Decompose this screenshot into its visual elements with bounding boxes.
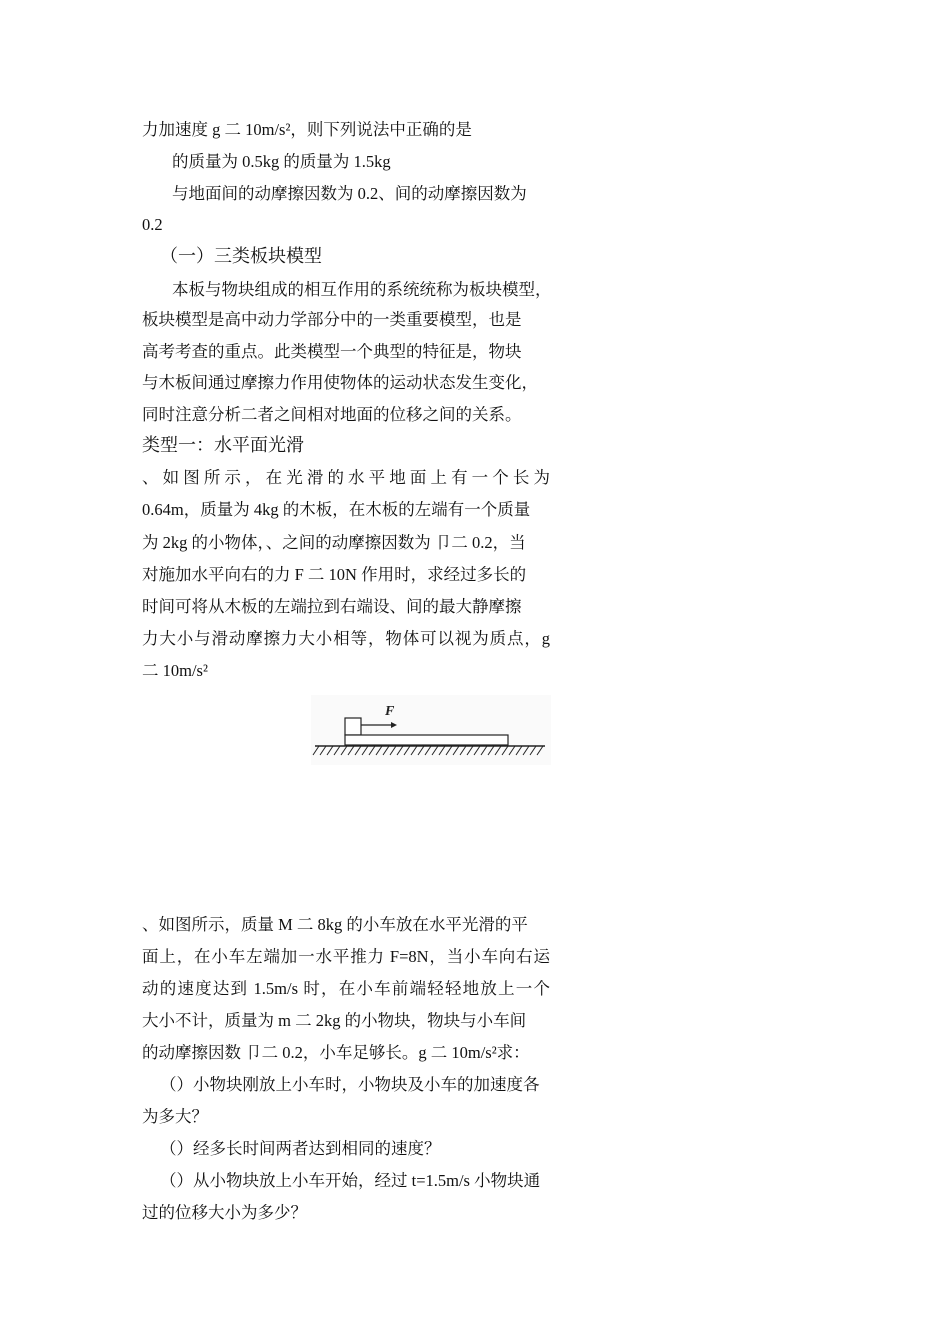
intro-line: 与木板间通过摩擦力作用使物体的运动状态发生变化， [142, 373, 538, 392]
problem2-line: 的动摩擦因数 卩二 0.2，小车足够长。g 二 10m/s²求： [142, 1043, 530, 1062]
p4: 0.2 [142, 215, 163, 234]
p3: 与地面间的动摩擦因数为 0.2、间的动摩擦因数为 [172, 184, 527, 203]
intro-line: 高考考查的重点。此类模型一个典型的特征是，物块 [142, 342, 522, 361]
intro-line: 本板与物块组成的相互作用的系统统称为板块模型， [172, 280, 552, 299]
p2: 的质量为 0.5kg 的质量为 1.5kg [172, 152, 391, 171]
type1-heading: 类型一：水平面光滑 [142, 435, 304, 455]
problem1-line: 时间可将从木板的左端拉到右端设、间的最大静摩擦 [142, 597, 522, 616]
question-line: （）小物块刚放上小车时，小物块及小车的加速度各 [160, 1075, 540, 1094]
problem2-line: 动的速度达到 1.5m/s 时，在小车前端轻轻地放上一个 [142, 979, 550, 998]
intro-line: 同时注意分析二者之间相对地面的位移之间的关系。 [142, 405, 522, 424]
problem1-line: 为 2kg 的小物体，、之间的动摩擦因数为 卩二 0.2，当 [142, 533, 526, 552]
problem1-line: 力大小与滑动摩擦力大小相等，物体可以视为质点，g [142, 629, 550, 648]
board [345, 735, 508, 745]
question-line: 为多大？ [142, 1107, 208, 1126]
problem2-line: 面上，在小车左端加一水平推力 F=8N，当小车向右运 [142, 947, 550, 966]
problem1-line: 0.64m，质量为 4kg 的木板，在木板的左端有一个质量 [142, 500, 531, 519]
force-label: F [385, 704, 395, 719]
question-line: （）从小物块放上小车开始，经过 t=1.5m/s 小物块通 [160, 1171, 541, 1190]
board-block-figure [311, 695, 551, 765]
problem2-line: 大小不计，质量为 m 二 2kg 的小物块，物块与小车间 [142, 1011, 527, 1030]
problem1-line: 二 10m/s² [142, 661, 208, 680]
small-block [345, 718, 361, 735]
intro-line: 板块模型是高中动力学部分中的一类重要模型，也是 [142, 310, 522, 329]
board-block-diagram [311, 695, 551, 765]
question-line: 过的位移大小为多少？ [142, 1203, 307, 1222]
problem1-line: 对施加水平向右的力 F 二 10N 作用时，求经过多长的 [142, 565, 527, 584]
problem2-line: 、如图所示，质量 M 二 8kg 的小车放在水平光滑的平 [142, 915, 528, 934]
question-line: （）经多长时间两者达到相同的速度？ [160, 1139, 441, 1158]
p1: 力加速度 g 二 10m/s²，则下列说法中正确的是 [142, 120, 472, 139]
problem1-line: 、如图所示，在光滑的水平地面上有一个长为 [142, 468, 550, 487]
section-heading: （一）三类板块模型 [160, 246, 322, 266]
